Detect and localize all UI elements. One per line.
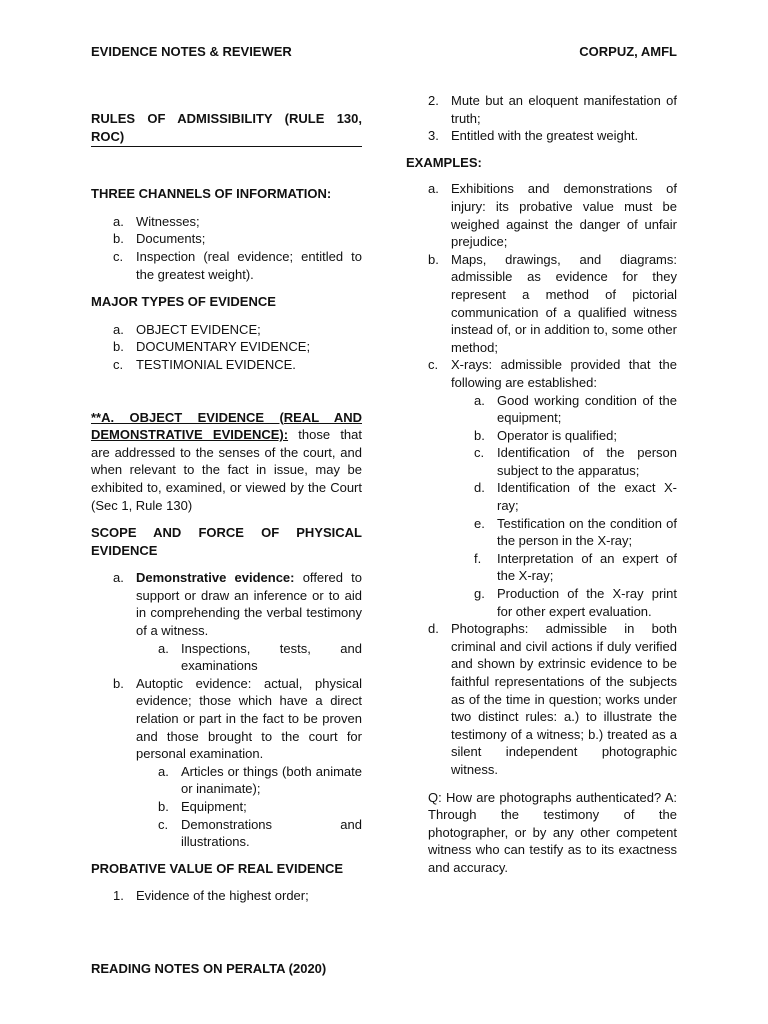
list-item	[91, 763, 362, 798]
list-item	[406, 127, 677, 145]
object-evidence-term: **A. OBJECT EVIDENCE (REAL AND DEMONSTRATIVE EVIDENCE):	[91, 409, 362, 443]
list-marker: a.	[474, 392, 485, 408]
list-item-text: Identification of the exact X-ray;	[497, 480, 677, 514]
list-item-text: Maps, drawings, and diagrams: admissible as evidence for they represent a method of pictorial communication of a qualified witness instead of, or in addition to, some other method;	[451, 251, 677, 355]
object-evidence-paragraph	[91, 409, 362, 515]
footer-title: READING NOTES ON PERALTA (2020)	[91, 961, 327, 976]
types-list	[91, 321, 362, 374]
list-marker: a.	[113, 321, 124, 337]
qa-paragraph: Q: How are photographs authenticated? A: Through the testimony of the photographer, or by any other competent witness who can testify as to its exactness and accuracy.	[428, 789, 677, 875]
object-evidence-definition: those that are addressed to the senses of the court, and when relevant to the fact in issue, may be exhibited to, examined, or viewed by the Court (Sec 1, Rule 130)	[91, 427, 363, 513]
scope-heading: SCOPE AND FORCE OF PHYSICAL EVIDENCE	[91, 525, 362, 558]
list-marker: b.	[113, 675, 124, 691]
list-marker: d.	[428, 621, 439, 637]
list-marker: b.	[428, 251, 439, 267]
list-marker: c.	[474, 445, 485, 461]
list-marker: b.	[113, 231, 124, 247]
probative-heading: PROBATIVE VALUE OF REAL EVIDENCE	[91, 860, 344, 876]
list-marker: g.	[474, 586, 485, 602]
examples-heading: EXAMPLES:	[406, 154, 482, 170]
list-item-text: Entitled with the greatest weight.	[451, 128, 639, 144]
list-item	[91, 321, 362, 339]
header-author: CORPUZ, AMFL	[579, 44, 677, 59]
list-item-text: Documents;	[136, 231, 206, 247]
channels-heading: THREE CHANNELS OF INFORMATION:	[91, 186, 332, 202]
list-marker: e.	[474, 515, 485, 531]
list-item-text: X-rays: admissible provided that the following are established:	[451, 357, 677, 390]
list-item-text: Interpretation of an expert of the X-ray;	[497, 550, 677, 584]
list-marker: c.	[113, 248, 124, 264]
list-item	[91, 816, 362, 851]
demonstrative-term: Demonstrative evidence:	[136, 570, 295, 586]
list-item-text: Inspections, tests, and examinations	[181, 640, 362, 674]
header-title: EVIDENCE NOTES & REVIEWER	[91, 44, 292, 59]
list-item	[406, 444, 677, 479]
examples-list	[406, 180, 677, 391]
list-marker: a.	[158, 763, 169, 779]
demonstrative-sublist	[91, 640, 362, 675]
list-item-text: Testification on the condition of the person in the X-ray;	[497, 515, 677, 549]
list-item-text: Identification of the person subject to the apparatus;	[497, 445, 677, 478]
list-item	[406, 180, 677, 250]
channels-list	[91, 213, 362, 283]
list-item-text: Equipment;	[181, 799, 247, 814]
list-marker: 3.	[428, 128, 439, 144]
list-marker: a.	[113, 570, 124, 586]
list-item	[91, 569, 362, 639]
list-item	[91, 248, 362, 283]
xray-requirements-list	[406, 392, 677, 621]
list-marker: f.	[474, 550, 482, 566]
list-item	[406, 550, 677, 585]
list-item	[406, 392, 677, 427]
rule-title: RULES OF ADMISSIBILITY (RULE 130, ROC)	[91, 110, 362, 147]
list-marker: b.	[158, 799, 169, 814]
list-item-text: Demonstrations and illustrations.	[181, 816, 362, 850]
list-marker: c.	[428, 357, 439, 373]
list-item	[406, 585, 677, 620]
list-item	[406, 251, 677, 357]
list-item-text: Exhibitions and demonstrations of injury: its probative value must be weighed against the danger of unfair prejudice;	[451, 181, 677, 250]
list-item	[91, 213, 362, 231]
list-marker: a.	[113, 213, 124, 229]
list-marker: 1.	[113, 888, 124, 904]
types-heading: MAJOR TYPES OF EVIDENCE	[91, 294, 276, 310]
left-column	[91, 110, 362, 905]
list-marker: b.	[113, 339, 124, 355]
list-item	[91, 640, 362, 675]
list-item-text: DOCUMENTARY EVIDENCE;	[136, 339, 311, 355]
list-item-text: Operator is qualified;	[497, 427, 617, 443]
list-marker: a.	[158, 640, 169, 656]
list-marker: 2.	[428, 93, 439, 108]
list-item	[91, 887, 362, 905]
list-item-text: Inspection (real evidence; entitled to the greatest weight).	[136, 248, 362, 282]
list-item	[91, 338, 362, 356]
list-item-text: Mute but an eloquent manifestation of truth;	[451, 93, 677, 126]
probative-list-continued	[406, 92, 677, 145]
probative-list	[91, 887, 362, 905]
list-item-text: Articles or things (both animate or inanimate);	[181, 763, 362, 797]
autoptic-sublist	[91, 763, 362, 851]
list-item	[91, 675, 362, 763]
list-marker: a.	[428, 181, 439, 197]
list-item	[91, 356, 362, 374]
list-item	[406, 479, 677, 514]
list-item-text: Photographs: admissible in both criminal and civil actions if duly verified and shown by extrinsic evidence to be faithful representations of the subjects as of the time in question; works under two distinct rules: a.) to illustrate the testimony of a witness; b.) treated as a silent independent photographic witness.	[451, 621, 677, 777]
list-marker: c.	[158, 816, 169, 832]
right-column	[406, 92, 677, 877]
list-item	[91, 230, 362, 248]
list-item	[406, 356, 677, 391]
list-marker: d.	[474, 480, 485, 496]
list-item-text: Evidence of the highest order;	[136, 888, 309, 904]
list-item-text: Production of the X-ray print for other expert evaluation.	[497, 586, 677, 619]
list-item-text: Good working condition of the equipment;	[497, 392, 677, 426]
list-item	[406, 92, 677, 127]
list-item-text: Witnesses;	[136, 213, 200, 229]
list-item-text: OBJECT EVIDENCE;	[136, 321, 261, 337]
list-item	[406, 620, 677, 778]
list-item	[406, 515, 677, 550]
demonstrative-definition: offered to support or draw an inference or to aid in comprehending the verbal testimony of a witness.	[136, 570, 362, 639]
list-marker: b.	[474, 427, 485, 443]
list-item	[91, 798, 362, 816]
autoptic-definition: Autoptic evidence: actual, physical evidence; those which have a direct relation or part in the fact to be proven and those brought to the court for personal examination.	[136, 675, 362, 762]
list-marker: c.	[113, 356, 124, 372]
list-item-text: TESTIMONIAL EVIDENCE.	[136, 356, 296, 372]
list-item	[406, 427, 677, 445]
